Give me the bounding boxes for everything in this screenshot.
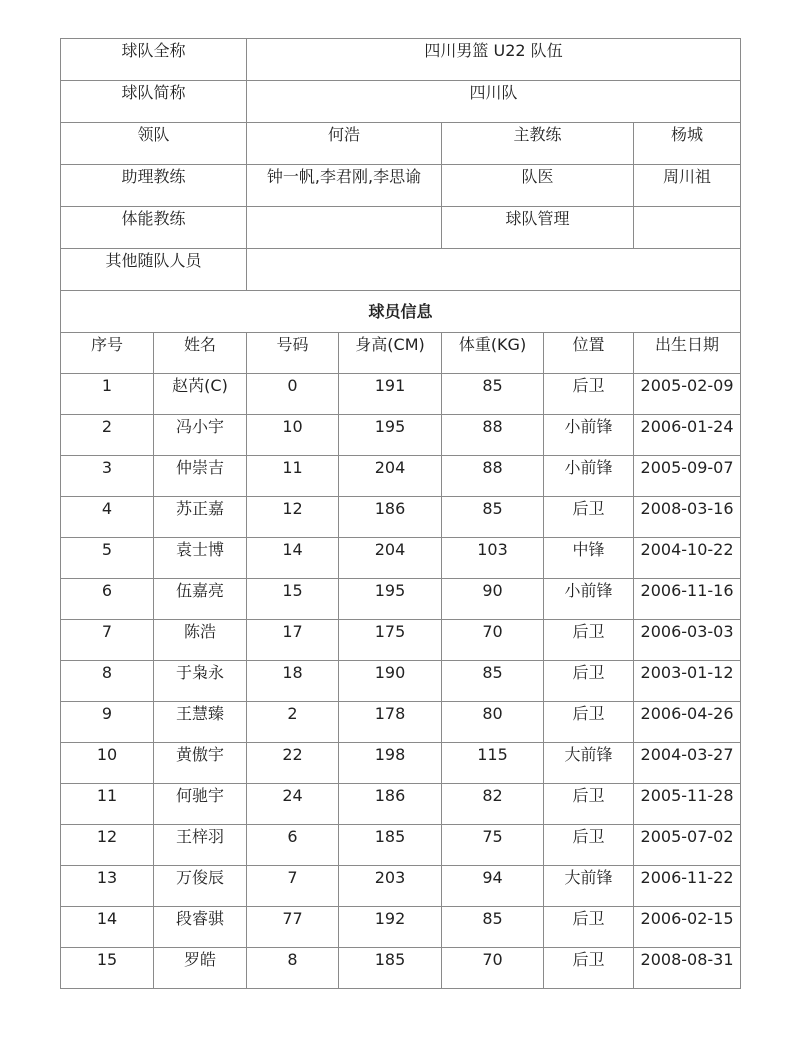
player-number-cell: 7 (61, 620, 154, 661)
player-number-cell: 1 (61, 374, 154, 415)
birth-date-cell: 2005-09-07 (634, 456, 741, 497)
birth-date-cell: 2008-08-31 (634, 948, 741, 989)
weight-cell: 88 (442, 415, 544, 456)
birth-date-cell: 2006-04-26 (634, 702, 741, 743)
table-row (61, 579, 741, 620)
birth-date-cell: 2005-11-28 (634, 784, 741, 825)
weight-cell: 80 (442, 702, 544, 743)
player-name-cell: 王慧臻 (154, 702, 247, 743)
weight-cell: 90 (442, 579, 544, 620)
weight-cell: 70 (442, 948, 544, 989)
position-cell: 小前锋 (544, 579, 634, 620)
player-number-cell: 10 (61, 743, 154, 784)
position-cell: 后卫 (544, 374, 634, 415)
table-row (61, 456, 741, 497)
player-number-cell: 6 (61, 579, 154, 620)
position-cell: 小前锋 (544, 456, 634, 497)
player-number-cell: 2 (61, 415, 154, 456)
position-cell: 后卫 (544, 702, 634, 743)
player-name-cell: 于枭永 (154, 661, 247, 702)
short-name-row (61, 81, 741, 123)
jersey-number-cell: 15 (247, 579, 339, 620)
height-cell: 178 (339, 702, 442, 743)
weight-cell: 75 (442, 825, 544, 866)
position-cell: 后卫 (544, 620, 634, 661)
jersey-number-cell: 7 (247, 866, 339, 907)
jersey-number-cell: 0 (247, 374, 339, 415)
position-cell: 中锋 (544, 538, 634, 579)
position-cell: 后卫 (544, 907, 634, 948)
manager-value (634, 207, 741, 249)
weight-cell: 88 (442, 456, 544, 497)
weight-cell: 85 (442, 374, 544, 415)
players-section-title: 球员信息 (61, 291, 741, 333)
full-name-label: 球队全称 (61, 39, 247, 81)
team-roster-table (60, 38, 741, 989)
table-row (61, 866, 741, 907)
player-name-cell: 罗皓 (154, 948, 247, 989)
jersey-number-cell: 6 (247, 825, 339, 866)
player-number-cell: 12 (61, 825, 154, 866)
jersey-number-cell: 10 (247, 415, 339, 456)
head-coach-value: 杨城 (634, 123, 741, 165)
player-name-cell: 伍嘉亮 (154, 579, 247, 620)
player-number-cell: 14 (61, 907, 154, 948)
table-row (61, 784, 741, 825)
table-row (61, 538, 741, 579)
height-cell: 203 (339, 866, 442, 907)
leader-value: 何浩 (247, 123, 442, 165)
table-row (61, 497, 741, 538)
position-cell: 大前锋 (544, 866, 634, 907)
short-name-value: 四川队 (247, 81, 741, 123)
birth-date-cell: 2006-11-16 (634, 579, 741, 620)
position-cell: 后卫 (544, 948, 634, 989)
height-cell: 195 (339, 579, 442, 620)
fitness-row (61, 207, 741, 249)
player-name-cell: 仲崇吉 (154, 456, 247, 497)
player-number-cell: 15 (61, 948, 154, 989)
column-header: 序号 (61, 333, 154, 374)
doctor-label: 队医 (442, 165, 634, 207)
players-section-row (61, 291, 741, 333)
position-cell: 大前锋 (544, 743, 634, 784)
height-cell: 186 (339, 784, 442, 825)
player-number-cell: 9 (61, 702, 154, 743)
jersey-number-cell: 2 (247, 702, 339, 743)
position-cell: 后卫 (544, 825, 634, 866)
doctor-value: 周川祖 (634, 165, 741, 207)
full-name-row (61, 39, 741, 81)
player-header-row (61, 333, 741, 374)
player-name-cell: 王梓羽 (154, 825, 247, 866)
table-row (61, 948, 741, 989)
jersey-number-cell: 12 (247, 497, 339, 538)
player-name-cell: 冯小宇 (154, 415, 247, 456)
column-header: 身高(CM) (339, 333, 442, 374)
leader-label: 领队 (61, 123, 247, 165)
height-cell: 186 (339, 497, 442, 538)
table-row (61, 702, 741, 743)
jersey-number-cell: 24 (247, 784, 339, 825)
table-row (61, 825, 741, 866)
table-row (61, 374, 741, 415)
full-name-value: 四川男篮 U22 队伍 (247, 39, 741, 81)
other-staff-label: 其他随队人员 (61, 249, 247, 291)
other-staff-value (247, 249, 741, 291)
birth-date-cell: 2008-03-16 (634, 497, 741, 538)
jersey-number-cell: 17 (247, 620, 339, 661)
jersey-number-cell: 77 (247, 907, 339, 948)
player-name-cell: 苏正嘉 (154, 497, 247, 538)
birth-date-cell: 2003-01-12 (634, 661, 741, 702)
jersey-number-cell: 18 (247, 661, 339, 702)
weight-cell: 85 (442, 661, 544, 702)
height-cell: 198 (339, 743, 442, 784)
position-cell: 后卫 (544, 784, 634, 825)
birth-date-cell: 2006-03-03 (634, 620, 741, 661)
player-name-cell: 万俊辰 (154, 866, 247, 907)
fitness-label: 体能教练 (61, 207, 247, 249)
birth-date-cell: 2005-02-09 (634, 374, 741, 415)
birth-date-cell: 2006-01-24 (634, 415, 741, 456)
player-table-body (61, 333, 741, 989)
jersey-number-cell: 14 (247, 538, 339, 579)
column-header: 位置 (544, 333, 634, 374)
other-staff-row (61, 249, 741, 291)
fitness-value (247, 207, 442, 249)
assistant-row (61, 165, 741, 207)
birth-date-cell: 2004-03-27 (634, 743, 741, 784)
assistant-value: 钟一帆,李君刚,李思谕 (247, 165, 442, 207)
birth-date-cell: 2005-07-02 (634, 825, 741, 866)
player-number-cell: 13 (61, 866, 154, 907)
column-header: 体重(KG) (442, 333, 544, 374)
player-number-cell: 11 (61, 784, 154, 825)
short-name-label: 球队简称 (61, 81, 247, 123)
weight-cell: 103 (442, 538, 544, 579)
column-header: 号码 (247, 333, 339, 374)
birth-date-cell: 2006-02-15 (634, 907, 741, 948)
weight-cell: 115 (442, 743, 544, 784)
player-name-cell: 段睿骐 (154, 907, 247, 948)
height-cell: 190 (339, 661, 442, 702)
manager-label: 球队管理 (442, 207, 634, 249)
column-header: 姓名 (154, 333, 247, 374)
height-cell: 192 (339, 907, 442, 948)
player-number-cell: 3 (61, 456, 154, 497)
height-cell: 204 (339, 456, 442, 497)
table-row (61, 661, 741, 702)
weight-cell: 85 (442, 497, 544, 538)
birth-date-cell: 2004-10-22 (634, 538, 741, 579)
player-name-cell: 袁士博 (154, 538, 247, 579)
weight-cell: 82 (442, 784, 544, 825)
birth-date-cell: 2006-11-22 (634, 866, 741, 907)
height-cell: 175 (339, 620, 442, 661)
height-cell: 185 (339, 948, 442, 989)
player-name-cell: 何驰宇 (154, 784, 247, 825)
position-cell: 后卫 (544, 497, 634, 538)
leader-row (61, 123, 741, 165)
player-name-cell: 赵芮(C) (154, 374, 247, 415)
height-cell: 195 (339, 415, 442, 456)
player-name-cell: 陈浩 (154, 620, 247, 661)
assistant-label: 助理教练 (61, 165, 247, 207)
jersey-number-cell: 22 (247, 743, 339, 784)
player-number-cell: 5 (61, 538, 154, 579)
position-cell: 小前锋 (544, 415, 634, 456)
weight-cell: 94 (442, 866, 544, 907)
player-number-cell: 4 (61, 497, 154, 538)
table-row (61, 620, 741, 661)
column-header: 出生日期 (634, 333, 741, 374)
table-row (61, 743, 741, 784)
height-cell: 185 (339, 825, 442, 866)
table-row (61, 907, 741, 948)
jersey-number-cell: 11 (247, 456, 339, 497)
jersey-number-cell: 8 (247, 948, 339, 989)
position-cell: 后卫 (544, 661, 634, 702)
weight-cell: 70 (442, 620, 544, 661)
player-number-cell: 8 (61, 661, 154, 702)
height-cell: 204 (339, 538, 442, 579)
weight-cell: 85 (442, 907, 544, 948)
player-name-cell: 黄傲宇 (154, 743, 247, 784)
height-cell: 191 (339, 374, 442, 415)
table-row (61, 415, 741, 456)
head-coach-label: 主教练 (442, 123, 634, 165)
